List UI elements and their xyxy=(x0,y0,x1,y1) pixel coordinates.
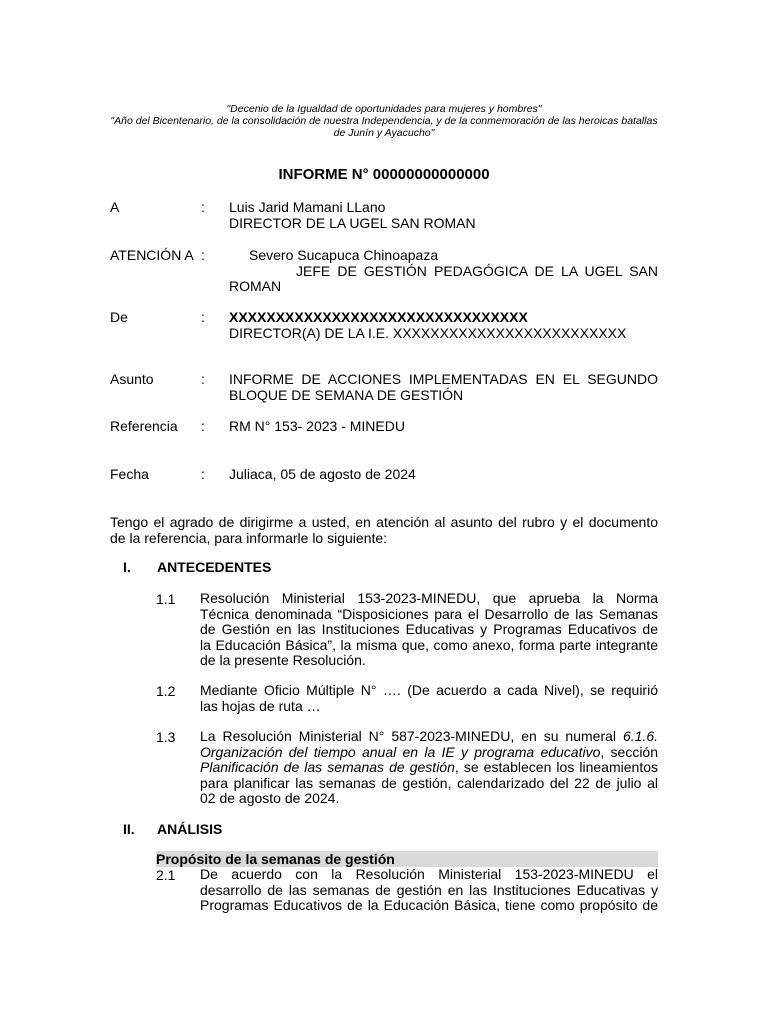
item-1-1-line-5: de la presente Resolución. xyxy=(200,652,366,669)
section-1-title: ANTECEDENTES xyxy=(157,559,272,575)
recipient-role: DIRECTOR DE LA UGEL SAN ROMAN xyxy=(229,215,476,231)
report-title: INFORME N° 00000000000000 xyxy=(278,166,490,183)
item-1-3-line-3-b: , se establecen los lineamientos xyxy=(454,759,658,776)
attention-role-line-1: JEFE DE GESTIÓN PEDAGÓGICA DE LA UGEL SAN xyxy=(296,263,658,279)
item-2-1-line-2: desarrollo de las semanas de gestión en las Instituciones Educativas y xyxy=(200,881,658,898)
motto-line-2: "Año del Bicentenario, de la consolidación de nuestra Independencia, y de la conmemoración de las heroicas batallas xyxy=(110,115,658,127)
item-1-3-line-3-a: Planificación de las semanas de gestión xyxy=(200,759,455,776)
item-1-1-line-4: la Educación Básica”, la misma que, como anexo, forma parte integrante xyxy=(200,636,658,653)
item-2-1-line-3: Programas Educativos de la Educación Básica, tiene como propósito de xyxy=(200,897,658,914)
intro-line-2: de la referencia, para informarle lo siguiente: xyxy=(110,530,388,546)
item-2-1-number: 2.1 xyxy=(156,867,176,883)
sender-name: XXXXXXXXXXXXXXXXXXXXXXXXXXXXXXXX xyxy=(229,309,528,325)
attention-role-block xyxy=(229,263,658,279)
colon-a: : xyxy=(201,199,205,215)
item-1-1-number: 1.1 xyxy=(156,591,176,607)
item-1-2-line-1: Mediante Oficio Múltiple N° …. (De acuerdo a cada Nivel), se requirió xyxy=(200,682,658,698)
item-1-3-line-2-a: Organización del tiempo anual en la IE y programa educativo xyxy=(200,743,601,760)
date-value: Juliaca, 05 de agosto de 2024 xyxy=(229,466,416,482)
item-1-3-line-5: 02 de agosto de 2024. xyxy=(200,790,340,807)
label-atencion: ATENCIÓN A xyxy=(110,247,194,263)
colon-asunto: : xyxy=(201,371,205,387)
item-2-1-line-1: De acuerdo con la Resolución Ministerial 153-2023-MINEDU el xyxy=(200,866,658,882)
sender-role: DIRECTOR(A) DE LA I.E. XXXXXXXXXXXXXXXXXXXXXXXXX xyxy=(229,325,627,341)
item-2-1-text xyxy=(200,867,658,914)
label-referencia: Referencia xyxy=(110,418,178,434)
item-1-3-text xyxy=(200,729,658,807)
item-1-2-line-2: las hojas de ruta … xyxy=(200,697,321,714)
item-1-1-line-1: Resolución Ministerial 153-2023-MINEDU, que aprueba la Norma xyxy=(200,590,658,606)
motto-line-3: de Junín y Ayacucho" xyxy=(333,127,435,139)
intro-line-1: Tengo el agrado de dirigirme a usted, en atención al asunto del rubro y el documento xyxy=(110,514,658,530)
label-fecha: Fecha xyxy=(110,466,149,482)
label-de: De xyxy=(110,309,128,325)
motto-line-1: "Decenio de la Igualdad de oportunidades para mujeres y hombres" xyxy=(226,103,542,115)
item-1-3-line-1 xyxy=(200,729,658,745)
section-2-title: ANÁLISIS xyxy=(157,821,223,837)
colon-referencia: : xyxy=(201,418,205,434)
item-1-3-line-4: para planificar las semanas de gestión, calendarizado del 22 de julio al xyxy=(200,774,658,791)
subject-line-1: INFORME DE ACCIONES IMPLEMENTADAS EN EL SEGUNDO xyxy=(229,371,658,387)
item-1-3-number: 1.3 xyxy=(156,729,176,745)
subject-line-2: BLOQUE DE SEMANA DE GESTIÓN xyxy=(229,387,464,403)
item-1-3-line-2-b: , sección xyxy=(600,743,658,760)
recipient-name: Luis Jarid Mamani LLano xyxy=(229,199,386,215)
item-1-3-line-1-a: La Resolución Ministerial N° 587-2023-MINEDU, en su numeral xyxy=(200,728,623,744)
section-2-subheading: Propósito de la semanas de gestión xyxy=(156,851,658,867)
label-a: A xyxy=(110,199,120,215)
item-1-1-text xyxy=(200,591,658,669)
intro-paragraph xyxy=(110,514,658,546)
colon-de: : xyxy=(201,309,205,325)
item-1-2-number: 1.2 xyxy=(156,683,176,699)
colon-fecha: : xyxy=(201,466,205,482)
reference-value: RM N° 153- 2023 - MINEDU xyxy=(229,418,405,434)
item-1-1-line-3: de Gestión en las Instituciones Educativas y Programas Educativos de xyxy=(200,621,658,638)
subject-block xyxy=(229,371,658,387)
label-asunto: Asunto xyxy=(110,371,154,387)
section-2-number: II. xyxy=(123,821,135,837)
item-1-3-line-3 xyxy=(200,760,658,776)
item-1-1-line-2: Técnica denominada “Disposiciones para el Desarrollo de las Semanas xyxy=(200,605,658,622)
item-1-2-text xyxy=(200,683,658,714)
colon-atencion: : xyxy=(201,247,205,263)
item-1-3-line-1-b: 6.1.6. xyxy=(622,728,658,744)
section-1-number: I. xyxy=(123,559,131,575)
attention-role-line-2: ROMAN xyxy=(229,278,282,294)
item-1-3-line-2 xyxy=(200,745,658,761)
attention-name: Severo Sucapuca Chinoapaza xyxy=(249,247,439,263)
